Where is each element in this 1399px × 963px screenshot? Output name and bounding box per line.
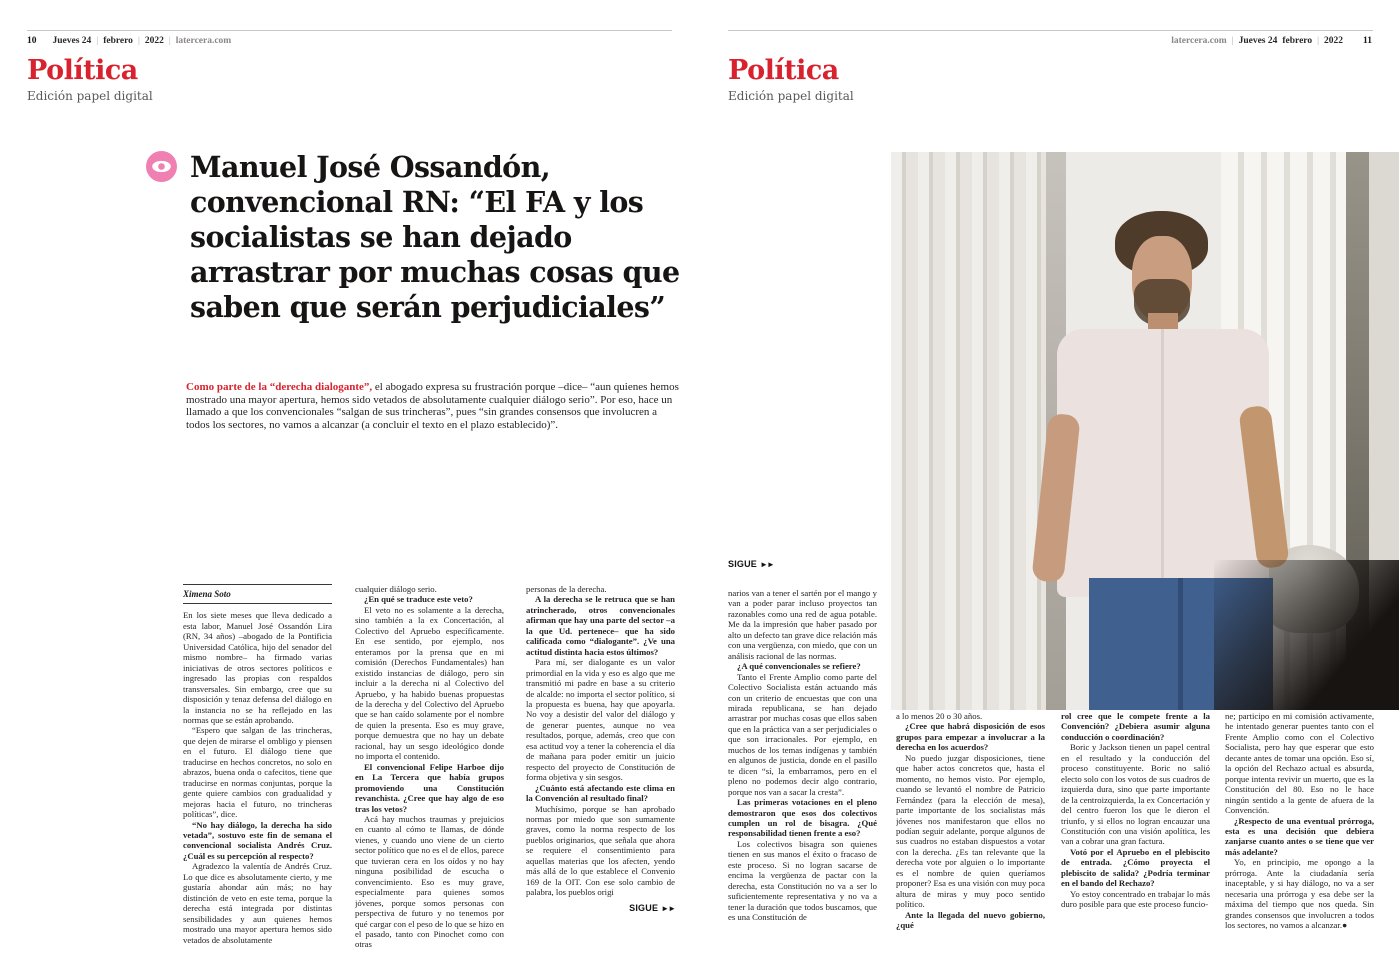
eye-icon: [146, 151, 177, 182]
dateline-separator: |: [137, 36, 140, 46]
sigue-arrows-icon: ►►: [661, 904, 675, 913]
page-number: 10: [27, 36, 37, 46]
lead-kicker: Como parte de la “derecha dialogante”,: [186, 381, 373, 393]
continue-marker: [595, 903, 675, 913]
article-column-4: [728, 588, 877, 923]
dateline-right: [1171, 36, 1372, 46]
body-paragraph: a lo menos 20 o 30 años.: [896, 711, 983, 721]
article-column-1: [183, 584, 332, 945]
body-paragraph: Yo estoy concentrado en trabajar lo más duro posible para que este proceso funcio-: [1061, 888, 1210, 910]
body-paragraph: Tanto el Frente Amplio como parte del Colectivo Socialista están actuando más con un criterio de encuestas que con una mirada republicana, se han dejado arrastrar por muchas cosas que ellos saben que en la práctica van a ser perjudiciales o que son irracionales. Por ejemplo, en muchos de los temas indígenas y también en algunos de justicia, donde en el pasillo te dicen “sí, la embarramos, pero en el pleno no podemos decir algo contrario, porque nos van a sacar la cresta”.: [728, 671, 877, 797]
byline-block: [183, 584, 332, 604]
continue-marker: [728, 559, 774, 569]
question-paragraph: ¿En qué se traduce este veto?: [364, 594, 473, 605]
article-photo: [891, 152, 1399, 710]
sigue-label: SIGUE: [629, 903, 659, 913]
body-paragraph: narios van a tener el sartén por el mango y van a poder parar incluso proyectos tan razonables como una red de agua potable. Me da la impresión que haber pasado por alto un defecto tan grave dice relación más con una vergüenza, con miedo, que con un análisis racional de las normas.: [728, 588, 877, 661]
dateline-day: Jueves 24: [1238, 36, 1278, 46]
question-paragraph: ¿Respecto de una eventual prórroga, esta es una decisión que debiera zanjarse cuanto antes o se tiene que ver más adelante?: [1225, 815, 1374, 857]
dateline-year: 2022: [1324, 36, 1344, 46]
dateline-day: Jueves 24: [52, 36, 92, 46]
question-paragraph: El convencional Felipe Harboe dijo en La Tercera que había grupos promoviendo una Constitución revanchista. ¿Cree que hay algo de eso tras los vetos?: [355, 761, 504, 814]
question-paragraph: Las primeras votaciones en el pleno demostraron que esos dos colectivos cumplen un rol de bisagra. ¿Qué responsabilidad tienen frente a eso?: [728, 797, 877, 839]
question-paragraph: ¿A qué convencionales se refiere?: [737, 661, 861, 672]
photo-shadow: [1214, 560, 1399, 710]
body-paragraph: Los colectivos bisagra son quienes tienen en sus manos el éxito o fracaso de este proceso. Si no logran sacarse de encima la vergüenza de pactar con la derecha, esta Constitución no va a ser lo suficientemente representativa y no va a tener la duración que todos buscamos, que es una Constitución de: [728, 838, 877, 923]
body-paragraph: En los siete meses que lleva dedicado a esta labor, Manuel José Ossandón Lira (RN, 34 años) –abogado de la Pontificia Universidad Católica, hijo del senador del mismo nombre– ha firmado varias iniciativas de otros sectores políticos e ingresado las propias con respaldos transversales. Sin embargo, cree que su disposición y tenaz defensa del diálogo en la instancia no se ha reflejado en las normas que se están aprobando.: [183, 610, 332, 725]
page-number: 11: [1363, 36, 1372, 46]
article-column-3: [526, 584, 675, 898]
question-paragraph: Votó por el Apruebo en el plebiscito de entrada. ¿Cómo proyecta el plebiscito de salida? ¿Podría terminar en el bando del Rechazo?: [1061, 846, 1210, 889]
dateline-separator: |: [96, 36, 99, 46]
dateline-month: febrero: [103, 36, 133, 46]
section-title: Política: [728, 55, 839, 86]
body-paragraph: Para mí, ser dialogante es un valor primordial en la vida y eso es algo que me transmitió mi padre en base a su criterio de alcalde: no importa el sector político, si la propuesta es buena, hay que apoyarla. No voy a desistir del valor del diálogo y de generar puentes, aunque no vea resultados, porque, además, creo que con esa actitud voy a tener la coherencia el día de mañana para poder emitir un juicio respecto del proyecto de Constitución de forma objetiva y sin sesgos.: [526, 657, 675, 783]
body-paragraph: cualquier diálogo serio.: [355, 584, 437, 594]
body-paragraph: ne; participo en mi comisión activamente, he intentado generar puentes tanto con el Frente Amplio como con el Colectivo Socialista, pero hay que esperar que esto decante antes de tomar una opción. Eso sí, la opción del Rechazo actual es absurda, porque intenta revivir un muerto, que es la Constitución del 80. Eso no le hace ningún sentido a la gente de afuera de la Convención.: [1225, 711, 1374, 816]
byline: Ximena Soto: [183, 589, 231, 599]
dateline-separator: |: [1317, 36, 1320, 46]
dateline-year: 2022: [144, 36, 164, 46]
body-paragraph: Agradezco la valentía de Andrés Cruz. Lo que dice es absolutamente cierto, y me gustaría ahondar aún más; no hay distinción de veto en este tema, porque la derecha está integrada por distintas sensibilidades y aun quienes hemos mostrado una mayor apertura hemos sido vetados de absolutamente: [183, 861, 332, 945]
article-column-5: [896, 711, 1045, 931]
sigue-label: SIGUE: [728, 559, 758, 569]
photo-column-left: [891, 152, 1046, 710]
dateline-separator: |: [1231, 36, 1234, 46]
article-lead: [186, 381, 680, 431]
question-paragraph: A la derecha se le retruca que se han atrincherado, otros convencionales afirman que hay una parte del sector –a la que Ud. pertenece– que ha sido calificada como “dialogante”. ¿Ve una actitud distinta hacia estos últimos?: [526, 594, 675, 657]
site-url: latercera.com: [1171, 36, 1227, 46]
body-paragraph: Boric y Jackson tienen un papel central en el resultado y la conducción del proceso constituyente. Boric no salió electo solo con los votos de sus cuadros de izquierda dura, sino que parte importante de la centroizquierda, la ex Concertación y del centro fueron los que le dieron el triunfo, y si ellos no logran encauzar una Constitución con una visión apolítica, les van a cobrar una gran factura.: [1061, 742, 1210, 847]
dateline-left: [27, 36, 231, 46]
section-subtitle: Edición papel digital: [728, 89, 854, 103]
question-paragraph: rol cree que le compete frente a la Convención? ¿Debiera asumir alguna conducción o coordinación?: [1061, 711, 1210, 742]
question-paragraph: Ante la llegada del nuevo gobierno, ¿qué: [896, 909, 1045, 931]
body-paragraph: “Espero que salgan de las trincheras, que dejen de mirarse el ombligo y piensen en el futuro. El diálogo tiene que traducirse en hechos concretos, no solo en abrazos, buena onda o cafecitos, tiene que traducirse en normas conjuntas, porque la gente quiere cambios con gradualidad y mejoras hacia el futuro, no trincheras políticas”, dice.: [183, 725, 332, 820]
body-paragraph: Muchísimo, porque se han aprobado normas por miedo que son sumamente graves, como la norma respecto de los pueblos originarios, que señala que ahora se requiere el consentimiento para aquellas materias que los afecten, yendo más allá de lo que establece el Convenio 169 de la OIT. Con ese solo cambio de palabra, los pueblos origi: [526, 803, 675, 898]
section-title: Política: [27, 55, 138, 86]
site-url: latercera.com: [175, 36, 232, 46]
question-paragraph: ¿Cuánto está afectando este clima en la Convención al resultado final?: [526, 782, 675, 804]
page-top-rule: [728, 30, 1373, 31]
body-paragraph: Acá hay muchos traumas y prejuicios en cuanto al cómo te llamas, de dónde vienes, y cuando uno viene de un cierto sector político que no es el de ellos, parece que tuvieran cera en los oídos y no hay ninguna posibilidad de escucha o convencimiento. Eso es muy grave, especialmente para quienes somos jóvenes, porque somos personas con perspectiva de futuro y no tenemos por qué cargar con el peso de lo que se hizo en el pasado, tanto con Pinochet como con otras: [355, 813, 504, 950]
man-shirt: [1057, 329, 1269, 597]
article-column-6: [1061, 711, 1210, 910]
body-paragraph: personas de la derecha.: [526, 584, 607, 594]
body-paragraph: El veto no es solamente a la derecha, sino también a la ex Concertación, al Colectivo del Apruebo específicamente. En ese sentido, por ejemplo, nos enteramos por la prensa que en mi comisión (Derechos Fundamentales) han existido instancias de diálogo, pero sin incluir a la derecha ni al Colectivo del Apruebo, y ha habido buenas propuestas de la derecha y del Colectivo del Apruebo que se han caído solamente por el nombre de quien la presenta. Eso es muy grave, porque demuestra que no hay un debate racional, hay un sesgo ideológico donde no importa el contenido.: [355, 604, 504, 762]
body-paragraph: No puedo juzgar disposiciones, tiene que haber actos concretos que, hasta el momento, no hemos visto. Por ejemplo, cuando se levantó el nombre de Patricio Fernández (para la elección de mesa), parte importante de los socialistas más jóvenes nos manifestaron que ellos no podían seguir adelante, porque algunos de sus cuadros no estaban dispuestos a votar con la derecha. ¿Es tan relevante que la derecha vote por alguien o lo importante es el nombre de quien queríamos proponer? Esa es una visión con muy poca altura de miras y muy poco sentido político.: [896, 752, 1045, 910]
question-paragraph: “No hay diálogo, la derecha ha sido vetada”, sostuvo este fin de semana el convencional socialista Andrés Cruz. ¿Cuál es su percepción al respecto?: [183, 819, 332, 861]
dateline-separator: |: [168, 36, 171, 46]
page-top-rule: [27, 30, 672, 31]
question-paragraph: ¿Cree que habrá disposición de esos grupos para empezar a involucrar a la derecha en los acuerdos?: [896, 721, 1045, 753]
left-page: [0, 0, 699, 963]
lead-text: el abogado expresa su frustración porque –dice– “aun quienes hemos mostrado una mayor apertura, hemos sido vetados de absolutamente cualquier diálogo serio”. Por eso, hace un llamado a que los convencionales “salgan de sus trincheras”, pues “sin grandes consensos que involucren a todos los sectores, no vamos a alcanzar (a concluir el texto en el plazo establecido)”.: [186, 381, 679, 431]
dateline-month: febrero: [1282, 36, 1313, 46]
article-column-7: [1225, 711, 1374, 931]
section-subtitle: Edición papel digital: [27, 89, 153, 103]
sigue-arrows-icon: ►►: [760, 560, 774, 569]
body-paragraph: Yo, en principio, me opongo a la prórroga. Ante la ciudadanía sería inaceptable, y si hay diálogo, no va a ser necesaria una prórroga y esa debe ser la máxima del tiempo que nos queda. Sin grandes consensos que involucren a todos los sectores, no vamos a alcanzar.●: [1225, 857, 1374, 931]
article-headline: Manuel José Ossandón, convencional RN: “El FA y los socialistas se han dejado arrastrar por muchas cosas que saben que serán perjudiciales”: [190, 150, 680, 324]
article-column-2: [355, 584, 504, 950]
